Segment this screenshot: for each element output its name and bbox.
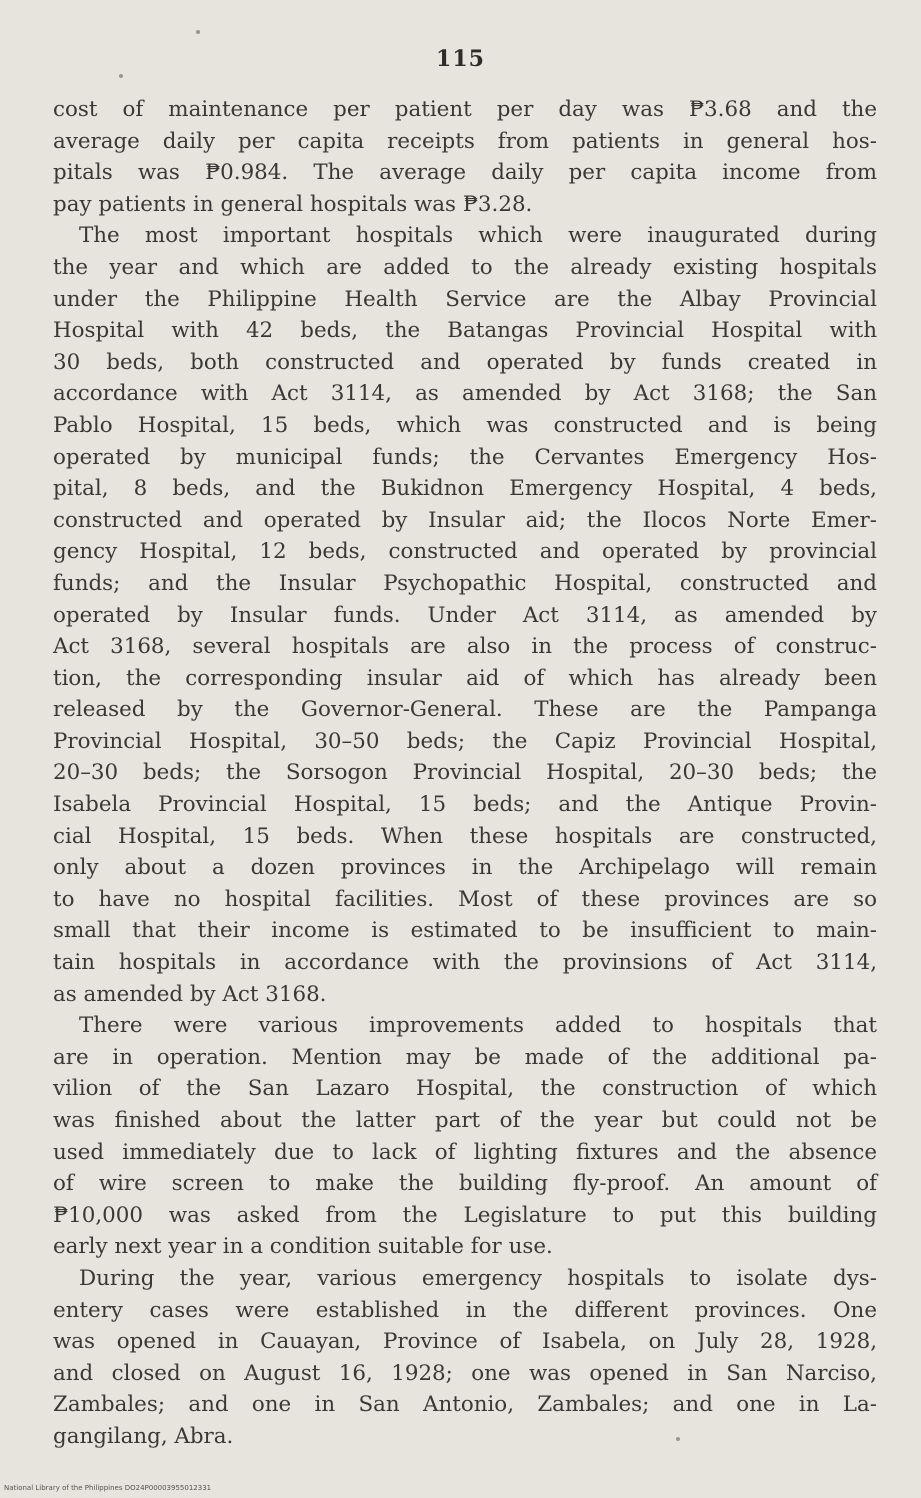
text-line: gangilang, Abra. (53, 1423, 234, 1449)
text-line: and closed on August 16, 1928; one was opened in San Narciso, (53, 1360, 877, 1386)
text-line: as amended by Act 3168. (53, 981, 327, 1007)
text-line: tain hospitals in accordance with the provinsions of Act 3114, (53, 950, 877, 976)
text-line: pay patients in general hospitals was ₱3.28. (53, 191, 533, 217)
text-line: constructed and operated by Insular aid; the Ilocos Norte Emer- (53, 507, 877, 533)
text-line: small that their income is estimated to be insufficient to main- (53, 918, 877, 944)
text-line: Pablo Hospital, 15 beds, which was constructed and is being (53, 412, 877, 438)
text-line: of wire screen to make the building fly-proof. An amount of (53, 1171, 877, 1197)
text-line: only about a dozen provinces in the Archipelago will remain (53, 855, 877, 881)
archive-stamp: National Library of the Philippines DO24P00003955012331 (4, 1484, 212, 1492)
text-line: used immediately due to lack of lighting fixtures and the absence (53, 1139, 877, 1165)
text-line: 20–30 beds; the Sorsogon Provincial Hospital, 20–30 beds; the (53, 760, 877, 786)
page-number: 115 (436, 46, 485, 72)
text-line: released by the Governor-General. These are the Pampanga (53, 697, 877, 723)
paragraph-3 (53, 1010, 877, 1263)
text-line: Act 3168, several hospitals are also in the process of construc- (53, 634, 877, 660)
text-line: There were various improvements added to hospitals that (79, 1013, 877, 1039)
body-text (53, 94, 877, 1453)
text-line: early next year in a condition suitable for use. (53, 1234, 553, 1260)
text-line: 30 beds, both constructed and operated by funds created in (53, 349, 877, 375)
text-line: gency Hospital, 12 beds, constructed and operated by provincial (53, 539, 877, 565)
text-line: During the year, various emergency hospitals to isolate dys- (79, 1265, 877, 1291)
text-line: under the Philippine Health Service are the Albay Provincial (53, 286, 877, 312)
paragraph-2 (53, 220, 877, 1010)
text-line: was opened in Cauayan, Province of Isabela, on July 28, 1928, (53, 1329, 877, 1355)
dust-speck (196, 30, 200, 34)
text-line: average daily per capita receipts from patients in general hos- (53, 128, 877, 154)
text-line: the year and which are added to the already existing hospitals (53, 254, 877, 280)
dust-speck (119, 74, 123, 78)
text-line: The most important hospitals which were inaugurated during (79, 223, 877, 249)
text-line: cial Hospital, 15 beds. When these hospitals are constructed, (53, 823, 877, 849)
text-line: are in operation. Mention may be made of the additional pa- (53, 1044, 877, 1070)
text-line: was finished about the latter part of the year but could not be (53, 1108, 877, 1133)
text-line: Hospital with 42 beds, the Batangas Provincial Hospital with (53, 318, 877, 344)
text-line: funds; and the Insular Psychopathic Hospital, constructed and (53, 570, 877, 596)
dust-speck (676, 1437, 680, 1441)
text-line: tion, the corresponding insular aid of which has already been (53, 665, 877, 691)
text-line: vilion of the San Lazaro Hospital, the construction of which (53, 1076, 877, 1102)
text-line: accordance with Act 3114, as amended by Act 3168; the San (53, 381, 877, 407)
text-line: Zambales; and one in San Antonio, Zambales; and one in La- (53, 1392, 877, 1418)
paragraph-1 (53, 94, 877, 220)
text-line: Provincial Hospital, 30–50 beds; the Capiz Provincial Hospital, (53, 728, 877, 754)
text-line: cost of maintenance per patient per day was ₱3.68 and the (53, 97, 877, 122)
text-line: entery cases were established in the different provinces. One (53, 1297, 877, 1323)
text-line: to have no hospital facilities. Most of these provinces are so (53, 886, 877, 912)
text-line: operated by municipal funds; the Cervantes Emergency Hos- (53, 444, 877, 470)
paragraph-4 (53, 1263, 877, 1453)
text-line: operated by Insular funds. Under Act 3114, as amended by (53, 602, 877, 628)
text-line: ₱10,000 was asked from the Legislature to put this building (53, 1202, 877, 1228)
text-line: pital, 8 beds, and the Bukidnon Emergency Hospital, 4 beds, (53, 476, 877, 502)
text-line: pitals was ₱0.984. The average daily per capita income from (53, 160, 877, 186)
text-line: Isabela Provincial Hospital, 15 beds; and the Antique Provin- (53, 792, 877, 818)
